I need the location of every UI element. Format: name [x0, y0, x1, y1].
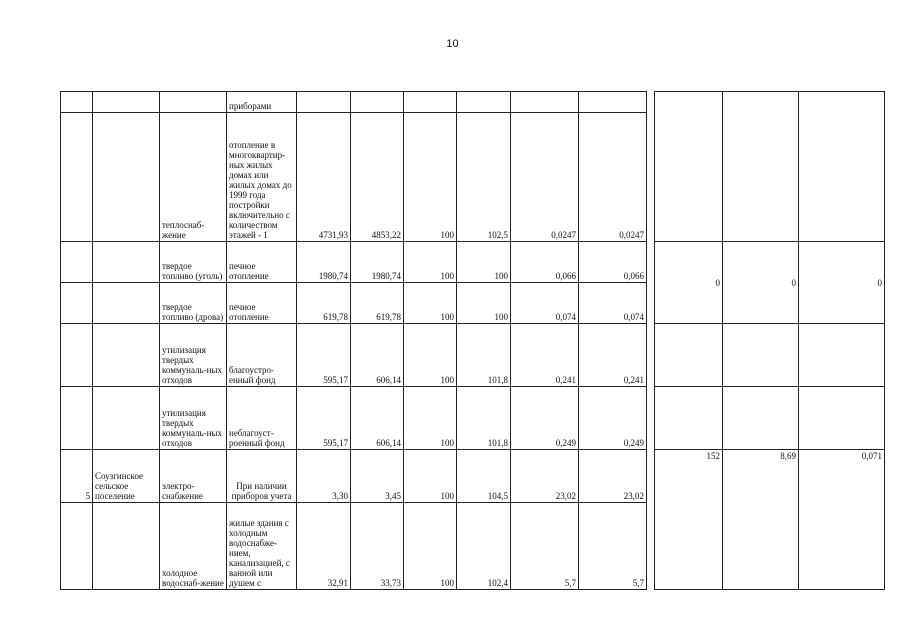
service-cell: электро-снабжение [160, 450, 227, 503]
value-cell: 0,241 [511, 324, 579, 387]
empty-cell [723, 324, 799, 387]
value-cell: 100 [404, 387, 457, 450]
table-row [61, 324, 885, 387]
value-cell: 619,78 [351, 283, 404, 324]
settlement-cell [93, 283, 160, 324]
empty-cell [655, 387, 723, 450]
row-number-cell [61, 387, 93, 450]
value-cell: 100 [404, 283, 457, 324]
value-cell: 101,8 [457, 387, 511, 450]
value-cell: 0,0247 [579, 113, 647, 242]
category-cell: неблагоуст-роенный фонд [227, 387, 297, 450]
value-cell: 102,4 [457, 503, 511, 590]
value-cell: 100 [457, 283, 511, 324]
value-cell [457, 92, 511, 113]
category-cell: благоустро-енный фонд [227, 324, 297, 387]
value-cell: 104,5 [457, 450, 511, 503]
value-cell: 32,91 [297, 503, 351, 590]
service-cell: утилизация твердых коммуналь-ных отходов [160, 387, 227, 450]
category-cell: жилые здания с холодным водоснабже-нием, канализацией, с ванной или душем с [227, 503, 297, 590]
value-cell: 100 [404, 242, 457, 283]
empty-cell [799, 387, 885, 450]
right-value-cell: 0 [655, 242, 723, 324]
right-value-cell: 152 [655, 450, 723, 590]
row-number-cell [61, 92, 93, 113]
value-cell: 100 [457, 242, 511, 283]
value-cell: 23,02 [511, 450, 579, 503]
empty-cell [655, 92, 723, 242]
service-cell [160, 92, 227, 113]
right-value-cell: 0,071 [799, 450, 885, 590]
value-cell: 100 [404, 324, 457, 387]
category-cell: отопление в многоквартир-ных жилых домах или жилых домах до 1999 года постройки включительно с количеством этажей - 1 [227, 113, 297, 242]
value-cell: 0,074 [579, 283, 647, 324]
row-number-cell [61, 113, 93, 242]
value-cell: 619,78 [297, 283, 351, 324]
value-cell: 5,7 [511, 503, 579, 590]
empty-cell [723, 387, 799, 450]
row-number-cell: 5 [61, 450, 93, 503]
value-cell: 4731,93 [297, 113, 351, 242]
value-cell: 606,14 [351, 387, 404, 450]
value-cell: 102,5 [457, 113, 511, 242]
tariff-table [60, 91, 885, 590]
value-cell: 0,249 [511, 387, 579, 450]
value-cell: 33,73 [351, 503, 404, 590]
value-cell: 23,02 [579, 450, 647, 503]
value-cell: 0,066 [511, 242, 579, 283]
settlement-cell [93, 113, 160, 242]
row-number-cell [61, 503, 93, 590]
empty-cell [723, 92, 799, 242]
value-cell: 0,074 [511, 283, 579, 324]
value-cell: 595,17 [297, 324, 351, 387]
table-row [61, 450, 885, 503]
value-cell: 3,30 [297, 450, 351, 503]
settlement-cell [93, 92, 160, 113]
empty-cell [799, 324, 885, 387]
right-value-cell: 0 [799, 242, 885, 324]
column-gap [647, 92, 655, 590]
value-cell: 100 [404, 503, 457, 590]
settlement-cell [93, 387, 160, 450]
table-row [61, 387, 885, 450]
service-cell: твердое топливо (дрова) [160, 283, 227, 324]
empty-cell [799, 92, 885, 242]
value-cell: 0,066 [579, 242, 647, 283]
table-row [61, 92, 885, 113]
category-cell: печное отопление [227, 242, 297, 283]
settlement-cell [93, 503, 160, 590]
value-cell [297, 92, 351, 113]
value-cell: 100 [404, 450, 457, 503]
value-cell: 4853,22 [351, 113, 404, 242]
page-number: 10 [446, 38, 459, 50]
row-number-cell [61, 324, 93, 387]
service-cell: твердое топливо (уголь) [160, 242, 227, 283]
category-cell: При наличии приборов учета [227, 450, 297, 503]
value-cell: 3,45 [351, 450, 404, 503]
table-row [61, 242, 885, 283]
settlement-cell [93, 324, 160, 387]
value-cell: 606,14 [351, 324, 404, 387]
value-cell: 0,241 [579, 324, 647, 387]
value-cell [404, 92, 457, 113]
empty-cell [655, 324, 723, 387]
service-cell: утилизация твердых коммуналь-ных отходов [160, 324, 227, 387]
settlement-cell: Соузгинское сельское поселение [93, 450, 160, 503]
service-cell: холодное водоснаб-жение [160, 503, 227, 590]
value-cell: 0,249 [579, 387, 647, 450]
value-cell: 1980,74 [351, 242, 404, 283]
value-cell: 1980,74 [297, 242, 351, 283]
value-cell [511, 92, 579, 113]
value-cell: 101,8 [457, 324, 511, 387]
value-cell: 5,7 [579, 503, 647, 590]
category-cell: приборами [227, 92, 297, 113]
settlement-cell [93, 242, 160, 283]
right-value-cell: 8,69 [723, 450, 799, 590]
value-cell: 100 [404, 113, 457, 242]
row-number-cell [61, 283, 93, 324]
right-value-cell: 0 [723, 242, 799, 324]
value-cell: 0,0247 [511, 113, 579, 242]
value-cell [579, 92, 647, 113]
value-cell: 595,17 [297, 387, 351, 450]
service-cell: теплоснаб-жение [160, 113, 227, 242]
value-cell [351, 92, 404, 113]
category-cell: печное отопление [227, 283, 297, 324]
row-number-cell [61, 242, 93, 283]
